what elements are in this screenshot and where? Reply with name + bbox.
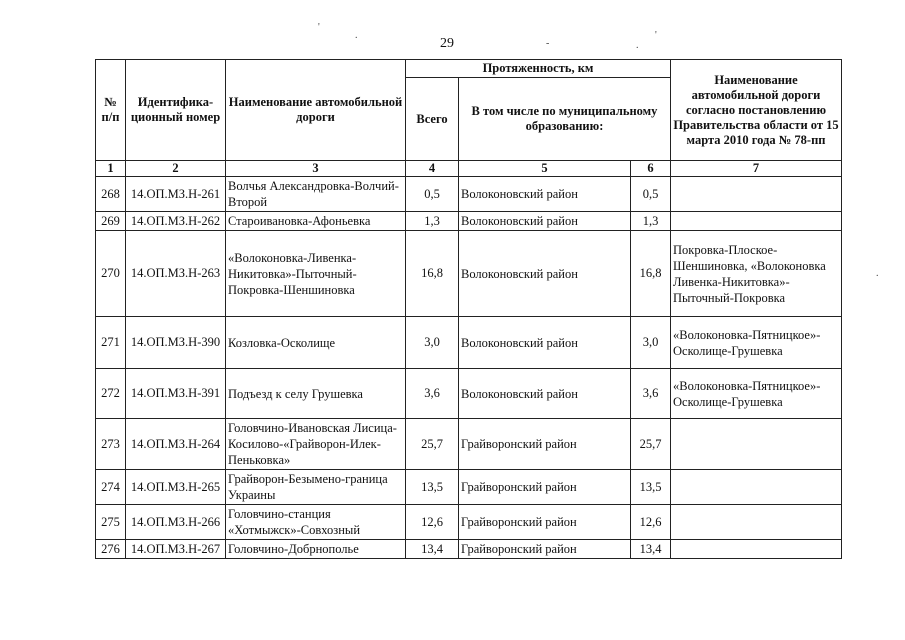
road-id: 14.ОП.МЗ.Н-267 (126, 540, 226, 559)
length-total: 1,3 (406, 212, 459, 231)
road-id: 14.ОП.МЗ.Н-391 (126, 369, 226, 419)
scan-speck: . (876, 268, 879, 279)
length-km: 3,0 (631, 317, 671, 369)
district: Грайворонский район (459, 505, 631, 540)
col-number: 1 (96, 161, 126, 177)
road-id: 14.ОП.МЗ.Н-390 (126, 317, 226, 369)
road-name: «Волоконовка-Ливенка-Никитовка»-Пыточный-Покровка-Шеншиновка (226, 231, 406, 317)
resolution-name (671, 177, 842, 212)
district: Волоконовский район (459, 212, 631, 231)
header-name: Наименование автомобильной дороги (226, 60, 406, 161)
table-row (96, 419, 842, 470)
header-resolution: Наименование автомобильной дороги согласно постановлению Правительства области от 15 марта 2010 года № 78-пп (671, 60, 842, 161)
row-number: 276 (96, 540, 126, 559)
col-number: 7 (671, 161, 842, 177)
row-number: 270 (96, 231, 126, 317)
roads-table (95, 59, 842, 559)
row-number: 275 (96, 505, 126, 540)
road-id: 14.ОП.МЗ.Н-265 (126, 470, 226, 505)
row-number: 272 (96, 369, 126, 419)
col-number: 2 (126, 161, 226, 177)
length-km: 0,5 (631, 177, 671, 212)
length-km: 12,6 (631, 505, 671, 540)
resolution-name (671, 470, 842, 505)
header-num: № п/п (96, 60, 126, 161)
row-number: 273 (96, 419, 126, 470)
road-id: 14.ОП.МЗ.Н-266 (126, 505, 226, 540)
road-name: Староивановка-Афоньевка (226, 212, 406, 231)
district: Волоконовский район (459, 317, 631, 369)
road-name: Грайворон-Безымено-граница Украины (226, 470, 406, 505)
road-id: 14.ОП.МЗ.Н-261 (126, 177, 226, 212)
scan-speck: . (355, 30, 358, 41)
district: Грайворонский район (459, 540, 631, 559)
page-number: 29 (440, 36, 454, 51)
resolution-name (671, 212, 842, 231)
table-row (96, 369, 842, 419)
length-total: 0,5 (406, 177, 459, 212)
length-total: 25,7 (406, 419, 459, 470)
row-number: 274 (96, 470, 126, 505)
length-total: 12,6 (406, 505, 459, 540)
resolution-name: Покровка-Плоское-Шеншиновка, «Волоконовка Ливенка-Никитовка»-Пыточный-Покровка (671, 231, 842, 317)
road-id: 14.ОП.МЗ.Н-262 (126, 212, 226, 231)
road-name: Волчья Александровка-Волчий-Второй (226, 177, 406, 212)
table-row (96, 505, 842, 540)
road-name: Головчино-станция «Хотмыжск»-Совхозный (226, 505, 406, 540)
length-total: 3,0 (406, 317, 459, 369)
district: Волоконовский район (459, 177, 631, 212)
table-row (96, 177, 842, 212)
row-number: 268 (96, 177, 126, 212)
scan-speck: - (546, 38, 550, 49)
table-row (96, 540, 842, 559)
table-row (96, 470, 842, 505)
resolution-name: «Волоконовка-Пятницкое»-Осколище-Грушевка (671, 317, 842, 369)
length-total: 13,4 (406, 540, 459, 559)
table-row (96, 212, 842, 231)
length-km: 3,6 (631, 369, 671, 419)
length-total: 3,6 (406, 369, 459, 419)
table-row (96, 231, 842, 317)
road-name: Подъезд к селу Грушевка (226, 369, 406, 419)
scan-speck: ' (655, 30, 657, 41)
length-km: 16,8 (631, 231, 671, 317)
district: Волоконовский район (459, 369, 631, 419)
district: Волоконовский район (459, 231, 631, 317)
length-km: 13,5 (631, 470, 671, 505)
road-id: 14.ОП.МЗ.Н-264 (126, 419, 226, 470)
row-number: 269 (96, 212, 126, 231)
resolution-name (671, 540, 842, 559)
length-km: 13,4 (631, 540, 671, 559)
header-incl: В том числе по муниципальному образованию: (459, 78, 671, 161)
table-row (96, 317, 842, 369)
length-total: 16,8 (406, 231, 459, 317)
scan-speck: . (636, 40, 639, 51)
scan-speck: ' (318, 22, 320, 33)
resolution-name: «Волоконовка-Пятницкое»-Осколище-Грушевка (671, 369, 842, 419)
length-km: 25,7 (631, 419, 671, 470)
row-number: 271 (96, 317, 126, 369)
road-id: 14.ОП.МЗ.Н-263 (126, 231, 226, 317)
col-number: 5 (459, 161, 631, 177)
col-number: 3 (226, 161, 406, 177)
length-total: 13,5 (406, 470, 459, 505)
length-km: 1,3 (631, 212, 671, 231)
header-total: Всего (406, 78, 459, 161)
road-name: Головчино-Ивановская Лисица-Косилово-«Грайворон-Илек-Пеньковка» (226, 419, 406, 470)
resolution-name (671, 505, 842, 540)
table-header (96, 60, 842, 177)
col-number: 6 (631, 161, 671, 177)
road-name: Козловка-Осколище (226, 317, 406, 369)
resolution-name (671, 419, 842, 470)
district: Грайворонский район (459, 470, 631, 505)
road-name: Головчино-Добрнополье (226, 540, 406, 559)
header-length-group: Протяженность, км (406, 60, 671, 78)
district: Грайворонский район (459, 419, 631, 470)
col-number: 4 (406, 161, 459, 177)
header-id: Идентифика-ционный номер (126, 60, 226, 161)
